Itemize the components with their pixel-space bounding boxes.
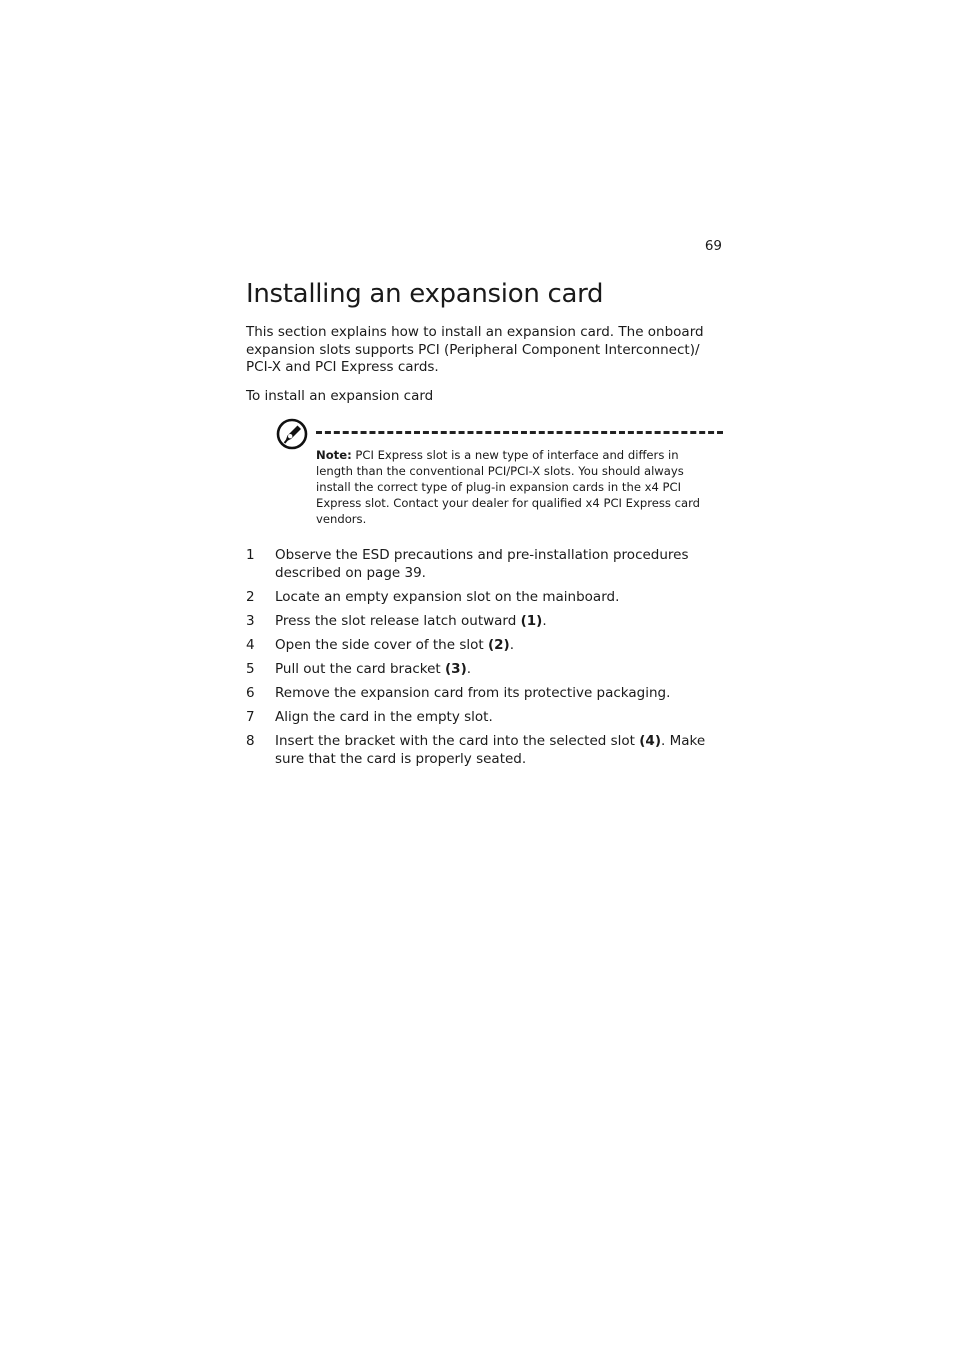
step-text: Locate an empty expansion slot on the mainboard. [275, 588, 620, 605]
step-text [275, 547, 736, 582]
intro-line: PCI-X and PCI Express cards. [246, 359, 439, 375]
note-pen-icon [276, 418, 308, 450]
step-text-main: Open the side cover of the slot [275, 636, 488, 653]
step-callout: (3) [445, 660, 467, 677]
step-text: Remove the expansion card from its protective packaging. [275, 684, 671, 701]
step-callout: (2) [487, 636, 510, 653]
step-text-tail: . [542, 612, 547, 629]
step-item [246, 547, 736, 582]
step-text-main: Press the slot release latch outward [275, 612, 521, 629]
page-title: Installing an expansion card [246, 279, 604, 309]
step-callout: (1) [520, 612, 543, 629]
step-text-tail: . [509, 636, 514, 653]
step-line: Observe the ESD precautions and pre-installation procedures [275, 547, 689, 563]
step-text-main: Insert the bracket with the card into the selected slot [275, 733, 640, 750]
steps-list [246, 547, 736, 775]
step-number: 3 [246, 612, 255, 629]
procedure-heading: To install an expansion card [246, 388, 434, 404]
note-line-text: PCI Express slot is a new type of interface and differs in [351, 448, 679, 462]
step-item [246, 733, 736, 768]
step-item [246, 589, 736, 607]
step-number: 2 [246, 588, 255, 605]
intro-line: expansion slots supports PCI (Peripheral Component Interconnect)/ [246, 341, 700, 358]
note-line: install the correct type of plug-in expansion cards in the x4 PCI [316, 480, 682, 494]
note-line: vendors. [316, 512, 367, 526]
step-item [246, 709, 736, 727]
page-number: 69 [704, 238, 722, 254]
note-text [316, 447, 726, 527]
note-divider [316, 431, 723, 434]
step-number: 1 [246, 547, 255, 563]
step-number: 4 [246, 636, 255, 653]
step-text [275, 637, 514, 653]
step-number: 5 [246, 660, 255, 677]
step-line: sure that the card is properly seated. [275, 750, 527, 767]
intro-paragraph [246, 324, 726, 377]
step-item [246, 613, 736, 631]
note-line: Express slot. Contact your dealer for qualified x4 PCI Express card [316, 496, 701, 510]
step-text [275, 613, 547, 629]
step-number: 8 [246, 733, 255, 750]
note-label: Note: [316, 448, 352, 462]
step-line [275, 733, 736, 751]
step-line: described on page 39. [275, 564, 426, 581]
step-text-main: Pull out the card bracket [275, 660, 446, 677]
note-line [316, 447, 726, 463]
step-number: 7 [246, 709, 255, 726]
step-item [246, 661, 736, 679]
note-line: length than the conventional PCI/PCI-X slots. You should always [316, 464, 684, 478]
step-text-tail: . [466, 660, 472, 677]
step-number: 6 [246, 684, 255, 701]
step-item [246, 685, 736, 703]
intro-line: This section explains how to install an expansion card. The onboard [246, 324, 704, 340]
step-text [275, 661, 471, 677]
step-text: Align the card in the empty slot. [275, 709, 493, 726]
step-text [275, 733, 736, 768]
step-item [246, 637, 736, 655]
step-callout: (4) [639, 733, 661, 750]
step-text-tail: . Make [660, 733, 706, 750]
